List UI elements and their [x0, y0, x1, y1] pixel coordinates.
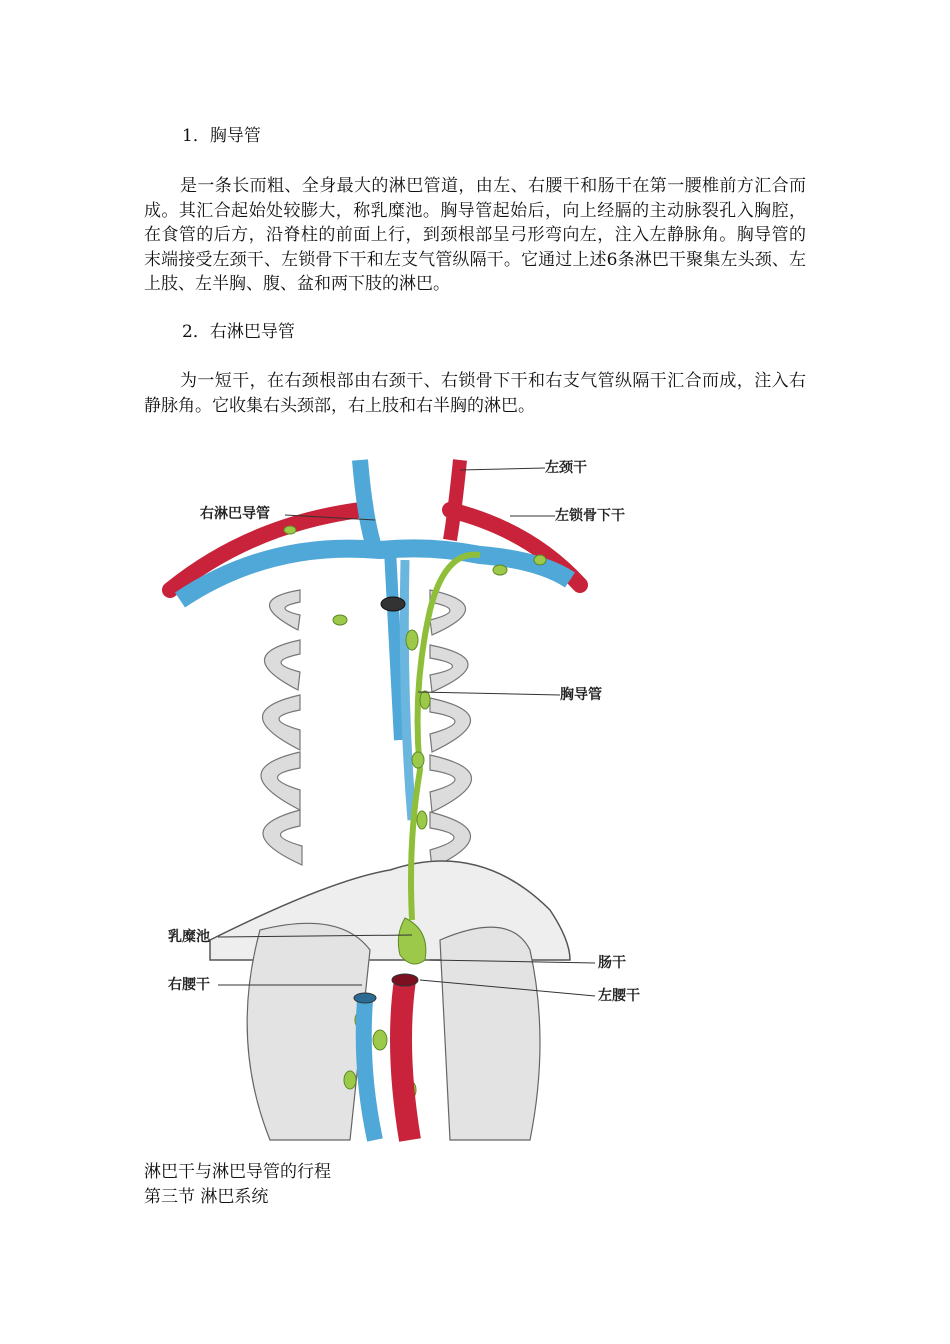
brachiocephalic-veins — [180, 548, 570, 600]
lymph-duct-illustration — [150, 440, 670, 1155]
superior-vena-cava — [390, 550, 400, 740]
abdominal-aorta — [401, 980, 410, 1140]
vena-cava-opening — [354, 993, 376, 1003]
section-heading-right-lymph-duct: 2．右淋巴导管 — [182, 322, 295, 342]
next-section-heading: 第三节 淋巴系统 — [144, 1187, 269, 1207]
label-left-subclavian-trunk: 左锁骨下干 — [555, 508, 625, 524]
section-heading-thoracic-duct: 1．胸导管 — [182, 126, 261, 146]
label-left-jugular-trunk: 左颈干 — [545, 460, 587, 476]
right-jugular-vein — [360, 460, 375, 550]
right-muscle — [440, 927, 540, 1140]
label-intestinal-trunk: 肠干 — [598, 955, 626, 971]
rib-cage — [261, 590, 472, 868]
figure-caption: 淋巴干与淋巴导管的行程 — [144, 1162, 331, 1182]
label-right-lumbar-trunk: 右腰干 — [168, 977, 210, 993]
label-cisterna-chyli: 乳糜池 — [168, 929, 210, 945]
paragraph-right-lymph-duct: 为一短干，在右颈根部由右颈干、右锁骨下干和右支气管纵隔干汇合而成，注入右静脉角。它收集右头颈部，右上肢和右半胸的淋巴。 — [144, 371, 806, 416]
paragraph-thoracic-duct: 是一条长而粗、全身最大的淋巴管道，由左、右腰干和肠干在第一腰椎前方汇合而成。其汇合起始处较膨大，称乳糜池。胸导管起始后，向上经膈的主动脉裂孔入胸腔，在食管的后方，沿脊柱的前面上行，到颈根部呈弓形弯向左，注入左静脉角。胸导管的末端接受左颈干、左锁骨下干和左支气管纵隔干。它通过上述6条淋巴干聚集左头颈、左上肢、左半胸、腹、盆和两下肢的淋巴。 — [144, 176, 806, 294]
inferior-vena-cava — [364, 1000, 375, 1140]
label-right-lymph-duct: 右淋巴导管 — [200, 506, 270, 522]
label-left-lumbar-trunk: 左腰干 — [598, 988, 640, 1004]
aorta-opening — [392, 974, 418, 986]
anatomy-drawing — [150, 440, 670, 1155]
esophagus-opening — [381, 597, 405, 611]
label-thoracic-duct: 胸导管 — [560, 687, 602, 703]
left-jugular-vein — [450, 460, 460, 540]
azygos-vein — [404, 560, 412, 820]
left-muscle — [247, 923, 370, 1140]
